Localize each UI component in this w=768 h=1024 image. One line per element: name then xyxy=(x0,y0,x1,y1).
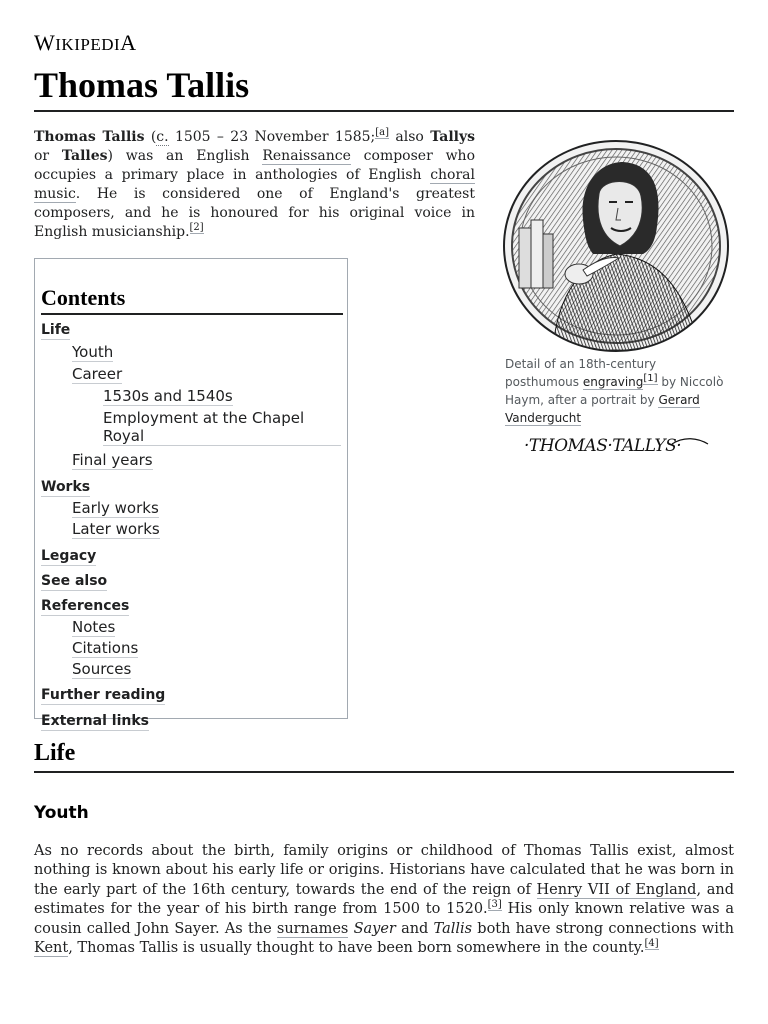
wordmark-a: A xyxy=(120,30,137,55)
toc-link-legacy[interactable]: Legacy xyxy=(41,548,97,564)
engraving-link[interactable]: engraving xyxy=(582,375,644,389)
intro-text: ( xyxy=(144,129,157,145)
intro-dates: 1505 – 23 November 1585; xyxy=(168,129,376,145)
toc-link-external-links[interactable]: External links xyxy=(41,713,149,729)
toc-item-final-years[interactable] xyxy=(41,451,341,470)
body-text: As no records about the birth, family origins or childhood of Thomas Tallis exist, almost nothing is known about his early life or origins. Historians have calculated that he was born in the early part of the 16th century, towards the end of the reign of xyxy=(34,843,734,898)
toc-item-chapel-royal[interactable] xyxy=(41,409,341,446)
toc-item-life[interactable] xyxy=(41,321,341,340)
circa-link[interactable]: c. xyxy=(156,129,169,145)
section-heading-youth: Youth xyxy=(34,803,89,823)
page-title: Thomas Tallis xyxy=(34,64,734,112)
body-text: , and estimates for the year of his birth range from 1500 to 1520. xyxy=(34,881,735,918)
toc-link-notes[interactable]: Notes xyxy=(72,618,116,636)
toc-item-notes[interactable] xyxy=(41,618,341,637)
toc-item-legacy[interactable] xyxy=(41,547,341,566)
ref-2-link[interactable]: [2] xyxy=(189,222,204,234)
ref-4[interactable] xyxy=(645,938,659,950)
toc-item-1530s[interactable] xyxy=(41,387,341,406)
toc-item-works[interactable] xyxy=(41,478,341,497)
body-text: , Thomas Tallis is usually thought to have been born somewhere in the county. xyxy=(68,940,645,957)
ref-4-link[interactable]: [4] xyxy=(644,938,659,950)
renaissance-link[interactable]: Renaissance xyxy=(262,148,351,164)
toc-link-chapel-royal[interactable]: Employment at the Chapel Royal xyxy=(103,409,341,446)
subject-name: Thomas Tallis xyxy=(34,129,145,145)
wordmark-middle: IKIPEDI xyxy=(55,35,121,54)
intro-text: or xyxy=(34,148,62,164)
toc-title: Contents xyxy=(41,285,343,315)
intro-text: composer who occupies a primary place in anthologies of English xyxy=(34,148,475,183)
caption-text: by Niccolò Haym, after a portrait by xyxy=(505,375,724,407)
ref-2[interactable] xyxy=(190,222,204,234)
surname-sayer: Sayer xyxy=(353,920,396,937)
toc-link-life[interactable]: Life xyxy=(41,322,71,338)
toc-link-sources[interactable]: Sources xyxy=(72,660,132,678)
surnames-link[interactable]: surnames xyxy=(276,920,349,937)
ref-3-link[interactable]: [3] xyxy=(487,899,502,911)
toc-link-works[interactable]: Works xyxy=(41,479,91,495)
note-a-link[interactable]: [a] xyxy=(375,127,390,139)
toc-item-external-links[interactable] xyxy=(41,712,341,731)
ref-1[interactable] xyxy=(643,373,657,385)
toc-link-early-works[interactable]: Early works xyxy=(72,499,159,517)
portrait-figure xyxy=(503,140,733,352)
toc-item-early-works[interactable] xyxy=(41,499,341,518)
toc-link-further-reading[interactable]: Further reading xyxy=(41,687,166,703)
signature-image[interactable] xyxy=(522,430,712,460)
body-text: both have strong connections with xyxy=(472,920,735,937)
toc-link-see-also[interactable]: See also xyxy=(41,573,108,589)
toc-link-final-years[interactable]: Final years xyxy=(72,451,153,469)
toc-item-further-reading[interactable] xyxy=(41,686,341,705)
henry-vii-link[interactable]: Henry VII of England xyxy=(536,881,697,898)
section-heading-life: Life xyxy=(34,740,734,773)
toc-link-later-works[interactable]: Later works xyxy=(72,520,160,538)
gerard-vandergucht-link[interactable]: Gerard Vandergucht xyxy=(505,393,700,425)
ref-3[interactable] xyxy=(488,899,502,911)
note-a[interactable] xyxy=(375,127,389,139)
alt-name-tallys: Tallys xyxy=(430,129,475,145)
toc-item-youth[interactable] xyxy=(41,343,341,362)
choral-music-link[interactable]: choral music xyxy=(34,167,475,202)
body-text: His only known relative was a cousin called John Sayer. As the xyxy=(34,901,734,937)
toc-item-career[interactable] xyxy=(41,365,341,384)
wikipedia-wordmark[interactable] xyxy=(34,30,137,56)
toc-item-later-works[interactable] xyxy=(41,520,341,539)
kent-link[interactable]: Kent xyxy=(34,940,69,957)
toc-link-references[interactable]: References xyxy=(41,598,130,614)
toc-item-see-also[interactable] xyxy=(41,572,341,591)
toc-link-youth[interactable]: Youth xyxy=(72,343,114,361)
toc-link-career[interactable]: Career xyxy=(72,365,123,383)
surname-tallis: Tallis xyxy=(433,920,473,937)
intro-text: ) was an English xyxy=(107,148,263,164)
toc-item-citations[interactable] xyxy=(41,639,341,658)
intro-paragraph xyxy=(34,128,475,242)
intro-text: . He is considered one of England's greatest composers, and he is honoured for his original voice in English musicianship. xyxy=(34,186,475,240)
table-of-contents xyxy=(34,258,348,729)
ref-1-link[interactable]: [1] xyxy=(643,373,658,384)
portrait-image[interactable] xyxy=(503,140,729,352)
signature-text: ·THOMAS·TALLYS· xyxy=(524,436,682,456)
intro-text: also xyxy=(389,129,431,145)
toc-list xyxy=(41,321,341,731)
wordmark-w: W xyxy=(34,30,56,55)
alt-name-talles: Talles xyxy=(61,148,108,164)
figure-caption xyxy=(505,355,727,427)
toc-item-sources[interactable] xyxy=(41,660,341,679)
toc-link-1530s[interactable]: 1530s and 1540s xyxy=(103,387,233,405)
youth-paragraph xyxy=(34,842,734,958)
portrait-engraving xyxy=(505,142,727,350)
toc-link-citations[interactable]: Citations xyxy=(72,639,139,657)
toc-item-references[interactable] xyxy=(41,597,341,616)
body-text: and xyxy=(395,920,434,937)
caption-text: Detail of an 18th-century posthumous xyxy=(505,357,657,389)
